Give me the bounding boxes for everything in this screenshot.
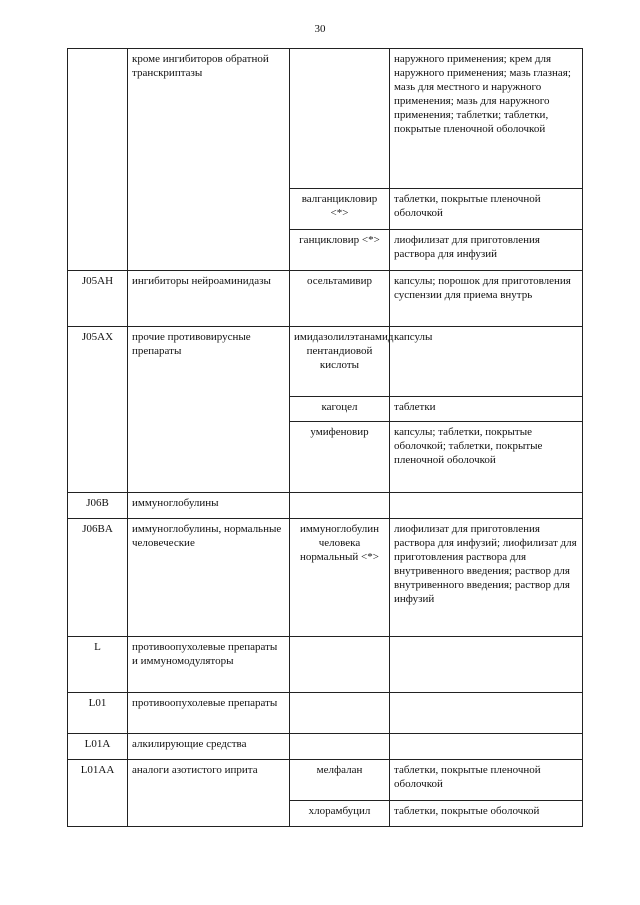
group-name-cell: ингибиторы нейроаминидазы xyxy=(128,271,290,327)
dosage-form-cell: лиофилизат для приготовления раствора для инфузий xyxy=(390,230,583,271)
drug-name-cell xyxy=(290,637,390,693)
table-row xyxy=(68,493,583,519)
atc-code-cell: L01 xyxy=(68,693,128,734)
page-number: 30 xyxy=(314,23,326,35)
table-row xyxy=(68,519,583,637)
group-name-cell: прочие противовирусные препараты xyxy=(128,327,290,493)
table-row xyxy=(68,49,583,189)
dosage-form-cell xyxy=(390,693,583,734)
drug-name-cell xyxy=(290,734,390,760)
dosage-form-cell xyxy=(390,734,583,760)
drug-name-cell: умифеновир xyxy=(290,422,390,493)
atc-code-cell: J05AX xyxy=(68,327,128,493)
drug-name-cell: иммуноглобулин человека нормальный <*> xyxy=(290,519,390,637)
atc-code-cell: J05AH xyxy=(68,271,128,327)
group-name-cell: кроме ингибиторов обратной транскриптазы xyxy=(128,49,290,271)
group-name-cell: аналоги азотистого иприта xyxy=(128,760,290,827)
table-row xyxy=(68,637,583,693)
dosage-form-cell: таблетки, покрытые пленочной оболочкой xyxy=(390,189,583,230)
atc-code-cell: L xyxy=(68,637,128,693)
table-row xyxy=(68,271,583,327)
atc-code-cell: L01AA xyxy=(68,760,128,827)
dosage-form-cell xyxy=(390,493,583,519)
group-name-cell: иммуноглобулины xyxy=(128,493,290,519)
group-name-cell: алкилирующие средства xyxy=(128,734,290,760)
dosage-form-cell: капсулы; порошок для приготовления суспензии для приема внутрь xyxy=(390,271,583,327)
dosage-form-cell: капсулы; таблетки, покрытые оболочкой; таблетки, покрытые пленочной оболочкой xyxy=(390,422,583,493)
atc-code-cell xyxy=(68,49,128,271)
drug-name-cell: осельтамивир xyxy=(290,271,390,327)
dosage-form-cell: таблетки xyxy=(390,397,583,422)
drug-name-cell: ганцикловир <*> xyxy=(290,230,390,271)
drug-name-cell: валганцикловир <*> xyxy=(290,189,390,230)
atc-code-cell: J06BA xyxy=(68,519,128,637)
dosage-form-cell: таблетки, покрытые оболочкой xyxy=(390,801,583,827)
table-row xyxy=(68,734,583,760)
drug-name-cell: имидазолилэтанамид пентандиовой кислоты xyxy=(290,327,390,397)
drug-name-cell xyxy=(290,693,390,734)
dosage-form-cell xyxy=(390,637,583,693)
group-name-cell: противоопухолевые препараты и иммуномодуляторы xyxy=(128,637,290,693)
group-name-cell: иммуноглобулины, нормальные человеческие xyxy=(128,519,290,637)
table-row xyxy=(68,760,583,801)
dosage-form-cell: лиофилизат для приготовления раствора для инфузий; лиофилизат для приготовления раствора для внутривенного введения; раствор для внутривенного введения; раствор для инфузий xyxy=(390,519,583,637)
drug-name-cell: мелфалан xyxy=(290,760,390,801)
dosage-form-cell: наружного применения; крем для наружного применения; мазь глазная; мазь для местного и наружного применения; мазь для наружного применения; таблетки; таблетки, покрытые пленочной оболочкой xyxy=(390,49,583,189)
atc-code-cell: J06B xyxy=(68,493,128,519)
table-row xyxy=(68,327,583,397)
group-name-cell: противоопухолевые препараты xyxy=(128,693,290,734)
dosage-form-cell: капсулы xyxy=(390,327,583,397)
drug-name-cell: кагоцел xyxy=(290,397,390,422)
atc-code-cell: L01A xyxy=(68,734,128,760)
dosage-form-cell: таблетки, покрытые пленочной оболочкой xyxy=(390,760,583,801)
table-row xyxy=(68,693,583,734)
drug-table xyxy=(67,48,583,827)
drug-name-cell xyxy=(290,493,390,519)
drug-name-cell xyxy=(290,49,390,189)
drug-name-cell: хлорамбуцил xyxy=(290,801,390,827)
